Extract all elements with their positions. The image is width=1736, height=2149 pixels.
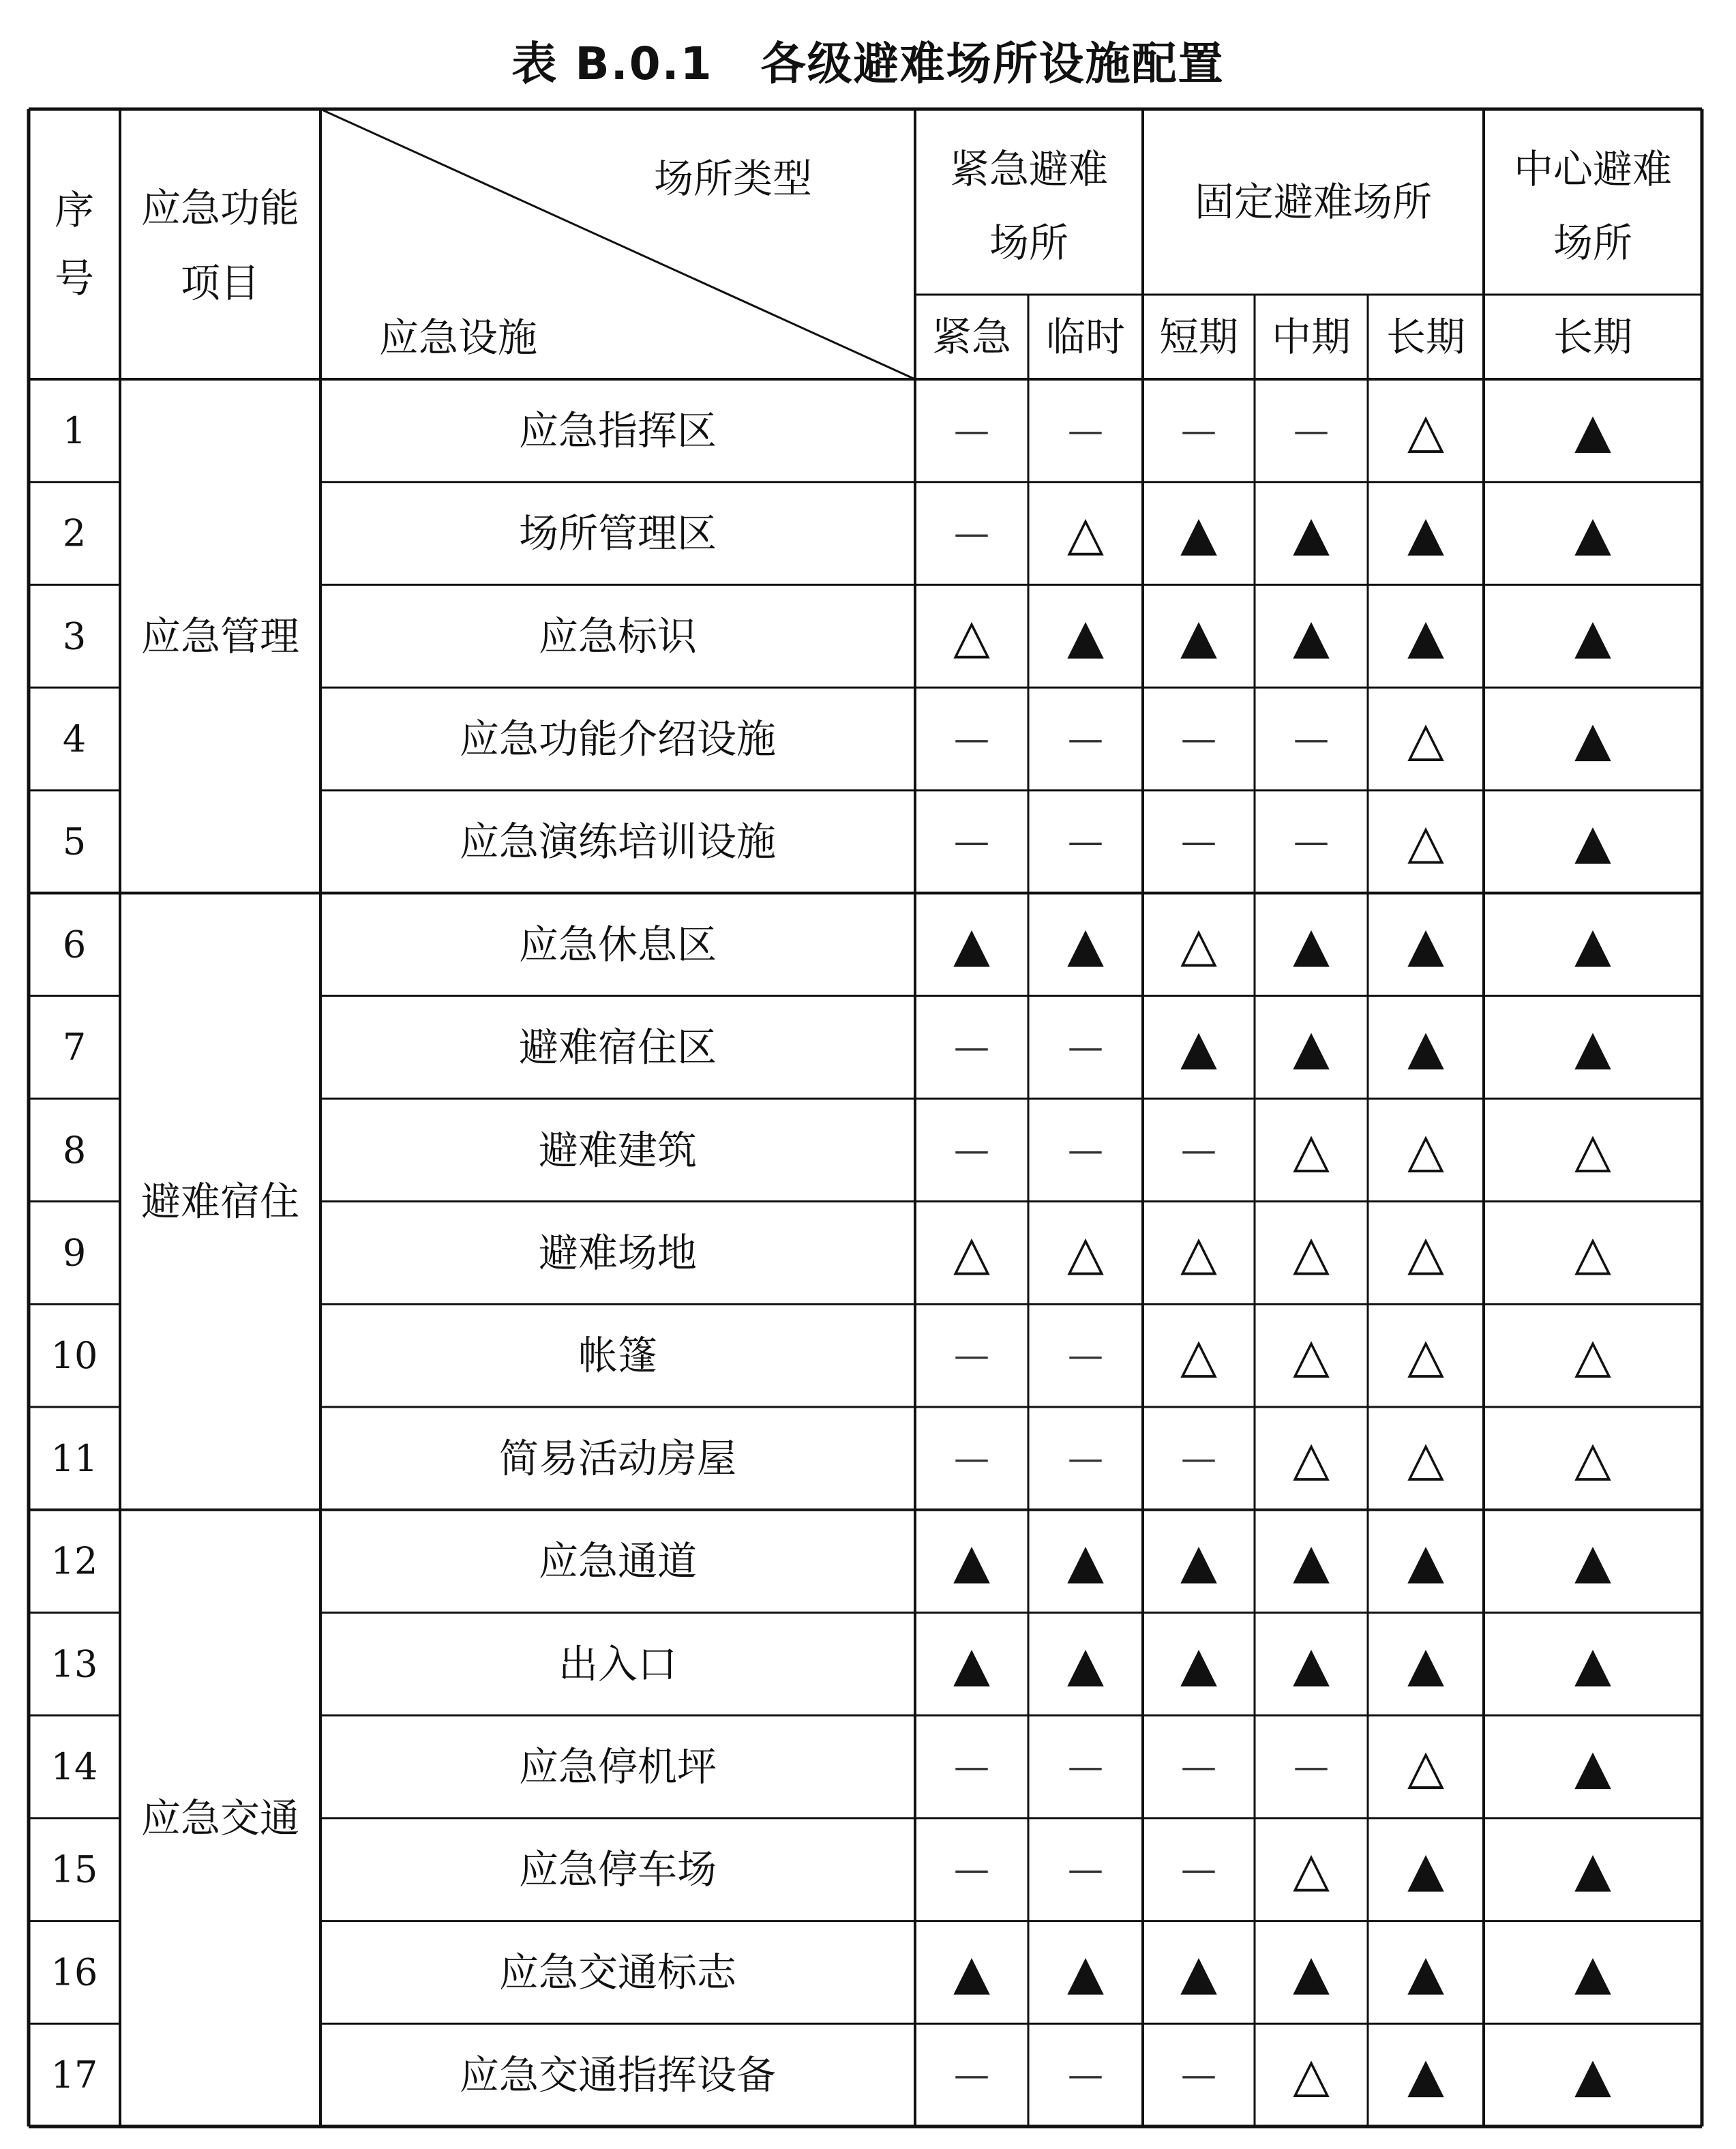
facility-name: 应急交通指挥设备 — [459, 2051, 777, 2099]
sub-header: 短期 — [1158, 314, 1239, 360]
row-number: 5 — [62, 820, 87, 863]
config-optional-mark: △ — [1067, 1225, 1104, 1281]
config-required-mark: ▲ — [1407, 1841, 1444, 1898]
config-none-mark: — — [954, 2054, 989, 2096]
config-optional-mark: △ — [1407, 1225, 1444, 1281]
config-required-mark: ▲ — [1407, 505, 1444, 562]
config-none-mark: — — [1068, 1026, 1103, 1068]
row-number: 15 — [50, 1848, 98, 1891]
config-optional-mark: △ — [953, 608, 990, 664]
config-required-mark: ▲ — [1574, 2047, 1611, 2103]
sub-header: 长期 — [1386, 314, 1466, 360]
config-required-mark: ▲ — [1293, 608, 1330, 664]
config-required-mark: ▲ — [1067, 608, 1104, 664]
config-none-mark: — — [1181, 2054, 1216, 2096]
config-required-mark: ▲ — [1067, 1533, 1104, 1590]
group-header-central-line2: 场所 — [1553, 220, 1633, 266]
config-required-mark: ▲ — [1180, 608, 1217, 664]
config-none-mark: — — [954, 1746, 989, 1788]
config-none-mark: — — [1068, 1335, 1103, 1376]
function-group-label: 应急管理 — [140, 612, 300, 659]
row-number: 6 — [62, 923, 87, 966]
config-none-mark: — — [1181, 410, 1216, 451]
facility-name: 应急停车场 — [518, 1846, 717, 1893]
config-required-mark: ▲ — [1180, 1635, 1217, 1692]
config-optional-mark: △ — [1180, 916, 1217, 973]
seq-header: 序号 — [54, 187, 95, 301]
config-none-mark: — — [1181, 718, 1216, 760]
config-none-mark: — — [1068, 1129, 1103, 1171]
config-required-mark: ▲ — [1293, 1019, 1330, 1076]
sub-header: 紧急 — [931, 314, 1012, 360]
config-none-mark: — — [1181, 1849, 1216, 1891]
config-required-mark: ▲ — [1407, 608, 1444, 664]
config-required-mark: ▲ — [1574, 1841, 1611, 1898]
config-none-mark: — — [1293, 821, 1329, 863]
config-optional-mark: △ — [1407, 1738, 1444, 1795]
config-none-mark: — — [954, 718, 989, 760]
config-none-mark: — — [1068, 718, 1103, 760]
config-optional-mark: △ — [1293, 1122, 1330, 1179]
facility-name: 出入口 — [558, 1640, 678, 1687]
config-optional-mark: △ — [1293, 1841, 1330, 1898]
config-required-mark: ▲ — [1574, 402, 1611, 459]
config-optional-mark: △ — [1407, 402, 1444, 459]
row-number: 1 — [62, 409, 87, 452]
row-number: 7 — [62, 1026, 87, 1069]
function-group-label: 应急交通 — [140, 1794, 300, 1841]
row-number: 8 — [62, 1128, 87, 1172]
config-none-mark: — — [1181, 1129, 1216, 1171]
config-none-mark: — — [1293, 410, 1329, 451]
config-optional-mark: △ — [1407, 711, 1444, 767]
config-required-mark: ▲ — [1407, 1944, 1444, 2000]
item-header-line2: 项目 — [180, 260, 260, 306]
config-required-mark: ▲ — [1293, 1635, 1330, 1692]
config-optional-mark: △ — [1574, 1327, 1611, 1384]
config-none-mark: — — [1068, 2054, 1103, 2096]
facility-name: 应急通道 — [538, 1538, 698, 1585]
config-none-mark: — — [954, 1335, 989, 1376]
config-required-mark: ▲ — [1574, 1533, 1611, 1590]
config-none-mark: — — [1293, 1746, 1329, 1788]
facility-name: 应急演练培训设施 — [459, 818, 777, 865]
config-required-mark: ▲ — [1293, 1944, 1330, 2000]
config-optional-mark: △ — [1574, 1225, 1611, 1281]
config-required-mark: ▲ — [953, 1533, 990, 1590]
row-number: 4 — [62, 717, 87, 760]
config-required-mark: ▲ — [1407, 2047, 1444, 2103]
group-header-central-line1: 中心避难 — [1513, 146, 1673, 192]
table-number: 表 B.0.1 — [511, 38, 713, 90]
config-optional-mark: △ — [1293, 1225, 1330, 1281]
config-optional-mark: △ — [1407, 1430, 1444, 1487]
config-none-mark: — — [1293, 718, 1329, 760]
row-number: 10 — [50, 1334, 98, 1378]
config-optional-mark: △ — [1407, 1122, 1444, 1179]
config-none-mark: — — [1068, 410, 1103, 451]
config-none-mark: — — [1068, 1746, 1103, 1788]
config-required-mark: ▲ — [1293, 916, 1330, 973]
function-group-label: 避难宿住 — [140, 1178, 300, 1225]
config-none-mark: — — [954, 1026, 989, 1068]
config-optional-mark: △ — [953, 1225, 990, 1281]
facility-name: 避难建筑 — [538, 1127, 698, 1174]
row-number: 9 — [62, 1231, 87, 1275]
config-none-mark: — — [1181, 1438, 1216, 1479]
config-required-mark: ▲ — [1407, 1635, 1444, 1692]
facility-name: 简易活动房屋 — [498, 1435, 737, 1482]
config-required-mark: ▲ — [953, 1944, 990, 2000]
config-none-mark: — — [1068, 821, 1103, 863]
config-none-mark: — — [954, 1129, 989, 1171]
config-required-mark: ▲ — [1067, 1944, 1104, 2000]
config-optional-mark: △ — [1407, 814, 1444, 870]
config-optional-mark: △ — [1067, 505, 1104, 562]
group-header-emergency-line2: 场所 — [989, 220, 1069, 266]
row-number: 11 — [50, 1436, 98, 1480]
group-header-fixed: 固定避难场所 — [1194, 179, 1433, 225]
config-none-mark: — — [954, 1849, 989, 1891]
sub-header: 长期 — [1553, 314, 1633, 360]
config-required-mark: ▲ — [1180, 505, 1217, 562]
row-number: 2 — [62, 512, 87, 555]
config-required-mark: ▲ — [1407, 916, 1444, 973]
row-number: 13 — [50, 1642, 98, 1686]
sub-header: 中期 — [1271, 314, 1351, 360]
config-none-mark: — — [954, 821, 989, 863]
config-optional-mark: △ — [1574, 1430, 1611, 1487]
facility-name: 帐篷 — [578, 1332, 658, 1379]
config-required-mark: ▲ — [1180, 1019, 1217, 1076]
config-required-mark: ▲ — [1407, 1533, 1444, 1590]
table-title: 各级避难场所设施配置 — [760, 38, 1225, 90]
config-required-mark: ▲ — [1574, 711, 1611, 767]
config-required-mark: ▲ — [1180, 1944, 1217, 2000]
place-type-header: 场所类型 — [653, 155, 813, 202]
row-number: 14 — [50, 1745, 98, 1789]
config-none-mark: — — [954, 410, 989, 451]
config-optional-mark: △ — [1574, 1122, 1611, 1179]
config-required-mark: ▲ — [1067, 916, 1104, 973]
config-optional-mark: △ — [1180, 1225, 1217, 1281]
config-optional-mark: △ — [1293, 1327, 1330, 1384]
facility-name: 应急标识 — [538, 612, 698, 659]
row-number: 12 — [50, 1539, 98, 1583]
facility-name: 避难场地 — [538, 1230, 698, 1276]
config-optional-mark: △ — [1293, 2047, 1330, 2103]
config-required-mark: ▲ — [1574, 1738, 1611, 1795]
config-required-mark: ▲ — [1574, 1019, 1611, 1076]
config-none-mark: — — [1181, 1746, 1216, 1788]
facility-name: 应急停机坪 — [518, 1743, 717, 1790]
config-optional-mark: △ — [1180, 1327, 1217, 1384]
item-header-line1: 应急功能 — [140, 185, 300, 231]
facility-name: 场所管理区 — [518, 510, 717, 557]
facility-name: 应急指挥区 — [518, 407, 717, 454]
sub-header: 临时 — [1045, 314, 1126, 360]
config-none-mark: — — [1068, 1849, 1103, 1891]
facility-name: 应急交通标志 — [498, 1948, 737, 1996]
row-number: 17 — [50, 2054, 98, 2097]
row-number: 16 — [50, 1951, 98, 1994]
row-number: 3 — [62, 614, 87, 658]
config-required-mark: ▲ — [1574, 916, 1611, 973]
config-none-mark: — — [1068, 1438, 1103, 1479]
config-optional-mark: △ — [1407, 1327, 1444, 1384]
group-header-emergency-line1: 紧急避难 — [949, 146, 1109, 192]
config-required-mark: ▲ — [1180, 1533, 1217, 1590]
config-required-mark: ▲ — [953, 916, 990, 973]
config-required-mark: ▲ — [1293, 505, 1330, 562]
config-none-mark: — — [954, 1438, 989, 1479]
config-required-mark: ▲ — [1574, 814, 1611, 870]
config-required-mark: ▲ — [953, 1635, 990, 1692]
config-required-mark: ▲ — [1574, 608, 1611, 664]
config-required-mark: ▲ — [1574, 505, 1611, 562]
facility-name: 应急休息区 — [518, 921, 717, 968]
facility-header: 应急设施 — [378, 314, 538, 361]
config-required-mark: ▲ — [1574, 1944, 1611, 2000]
config-required-mark: ▲ — [1067, 1635, 1104, 1692]
config-required-mark: ▲ — [1407, 1019, 1444, 1076]
config-none-mark: — — [1181, 821, 1216, 863]
config-none-mark: — — [954, 513, 989, 554]
config-required-mark: ▲ — [1574, 1635, 1611, 1692]
config-optional-mark: △ — [1293, 1430, 1330, 1487]
facility-name: 应急功能介绍设施 — [459, 715, 777, 762]
config-required-mark: ▲ — [1293, 1533, 1330, 1590]
facility-name: 避难宿住区 — [518, 1024, 717, 1071]
